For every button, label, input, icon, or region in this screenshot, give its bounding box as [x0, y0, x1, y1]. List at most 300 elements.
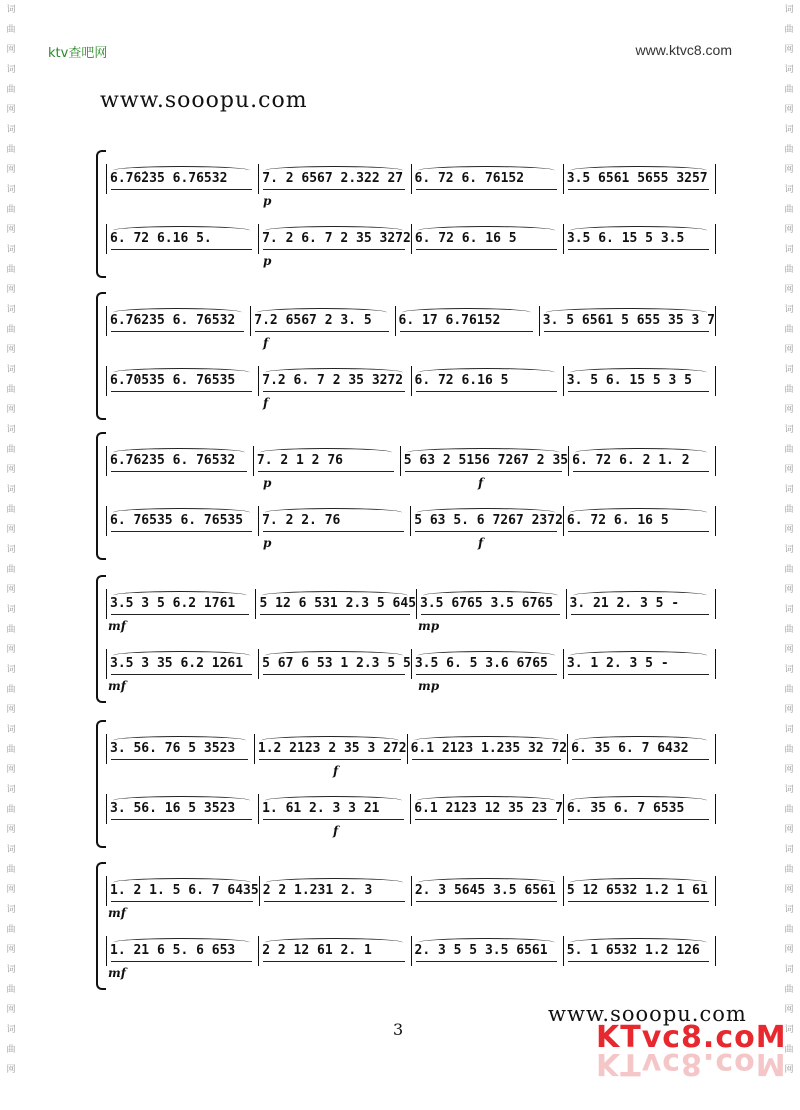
- beam-underline: [263, 961, 404, 962]
- beam-underline: [400, 331, 533, 332]
- notation-text: 5. 1 6532 1.2 126: [566, 943, 700, 958]
- side-watermark-char: 词: [6, 425, 16, 435]
- side-watermark-char: 曲: [6, 625, 16, 635]
- dynamic-marking: f: [263, 336, 269, 350]
- notation-text: 7. 2 1 2 76: [256, 453, 343, 468]
- side-watermark-char: 网: [784, 105, 794, 115]
- side-watermark-char: 网: [784, 945, 794, 955]
- measure: [255, 734, 408, 764]
- dynamic-marking: mf: [108, 679, 126, 693]
- beam-underline: [111, 249, 252, 250]
- dynamic-marking: f: [478, 536, 484, 550]
- score-system: [96, 575, 716, 699]
- notation-text: 7.2 6. 7 2 35 3272: [262, 373, 404, 388]
- measure: [260, 876, 412, 906]
- measure: [412, 876, 564, 906]
- notation-text: 3. 56. 16 5 3523: [110, 801, 236, 816]
- beam-underline: [412, 759, 562, 760]
- dynamic-marking: p: [263, 476, 272, 490]
- slur-mark: [402, 308, 531, 317]
- side-watermark-char: 网: [784, 225, 794, 235]
- lower-part-line: [106, 649, 716, 679]
- logo-reflection: KTvc8.coM: [596, 1046, 787, 1081]
- notation-text: 2 2 1.231 2. 3: [262, 883, 373, 898]
- score-system: [96, 862, 716, 986]
- system-bracket: [96, 862, 106, 990]
- side-watermark-char: 词: [6, 965, 16, 975]
- notation-text: 1. 21 6 5. 6 653: [110, 943, 236, 958]
- dynamic-marking: f: [478, 476, 484, 490]
- side-watermark-char: 词: [784, 425, 794, 435]
- beam-underline: [111, 614, 249, 615]
- notation-text: 3.5 6765 3.5 6765: [420, 596, 554, 611]
- score-system: [96, 292, 716, 416]
- side-watermark-char: 网: [6, 885, 16, 895]
- beam-underline: [416, 391, 557, 392]
- system-bracket: [96, 292, 106, 420]
- side-watermark-char: 曲: [784, 325, 794, 335]
- beam-underline: [416, 961, 557, 962]
- notation-text: 6.76̇235 6.76532: [110, 171, 228, 186]
- side-watermark-char: 网: [784, 765, 794, 775]
- slur-mark: [407, 448, 560, 457]
- notation-text: 6. 72 6. 16 5: [566, 513, 669, 528]
- notation-text: 6. 72 6.16 5: [414, 373, 509, 388]
- side-watermark-char: 曲: [6, 385, 16, 395]
- beam-underline: [111, 901, 253, 902]
- slur-mark: [113, 166, 250, 175]
- slur-mark: [261, 736, 399, 745]
- notation-text: 7.2 6567 2 3. 5: [254, 313, 372, 328]
- slur-mark: [418, 651, 555, 660]
- slur-mark: [570, 651, 707, 660]
- site-url: www.ktvc8.com: [635, 42, 732, 58]
- slur-mark: [113, 508, 250, 517]
- side-watermark-char: 词: [784, 485, 794, 495]
- side-watermark-char: 曲: [6, 265, 16, 275]
- side-watermark-char: 曲: [6, 25, 16, 35]
- slur-mark: [423, 591, 557, 600]
- dynamic-marking: p: [263, 536, 272, 550]
- measure: [106, 794, 259, 824]
- notation-text: 2. 3 5 5 3.5 6561: [414, 943, 548, 958]
- side-watermark-char: 网: [784, 825, 794, 835]
- measure: [401, 446, 569, 476]
- beam-underline: [568, 531, 709, 532]
- notation-text: 6.70535 6. 76535: [110, 373, 236, 388]
- slur-mark: [265, 508, 402, 517]
- side-watermark-char: 曲: [6, 985, 16, 995]
- side-watermark-char: 曲: [784, 205, 794, 215]
- side-watermark-char: 词: [784, 365, 794, 375]
- side-watermark-char: 词: [6, 905, 16, 915]
- side-watermark-char: 曲: [6, 1045, 16, 1055]
- beam-underline: [416, 249, 557, 250]
- slur-mark: [418, 878, 555, 887]
- side-watermark-char: 词: [6, 725, 16, 735]
- beam-underline: [544, 331, 709, 332]
- side-watermark-char: 词: [6, 185, 16, 195]
- side-watermark-char: 词: [784, 725, 794, 735]
- side-watermark-char: 词: [784, 65, 794, 75]
- side-watermark-char: 曲: [784, 385, 794, 395]
- measure: [564, 224, 716, 254]
- notation-text: 6. 35 6. 7 6432: [571, 741, 689, 756]
- notation-text: 5 12 6532 1.2 1 61: [566, 883, 708, 898]
- side-watermark-char: 曲: [6, 85, 16, 95]
- measure: [564, 876, 716, 906]
- slur-mark: [265, 651, 403, 660]
- side-watermark-char: 词: [784, 905, 794, 915]
- dynamic-marking: f: [333, 824, 339, 838]
- notation-text: 6. 17 6.76152: [398, 313, 501, 328]
- side-watermark-char: 网: [6, 165, 16, 175]
- dynamic-marking: mp: [418, 679, 440, 693]
- watermark-bottom: www.sooopu.com: [548, 1002, 747, 1026]
- notation-text: 3.5 3 35 6.2 1261: [110, 656, 244, 671]
- upper-part-line: [106, 164, 716, 194]
- side-watermark-char: 曲: [784, 625, 794, 635]
- side-watermark-char: 曲: [784, 685, 794, 695]
- beam-underline: [111, 391, 252, 392]
- side-watermark-char: 曲: [784, 985, 794, 995]
- side-watermark-char: 曲: [6, 745, 16, 755]
- side-watermark-char: 网: [784, 705, 794, 715]
- slur-mark: [417, 796, 555, 805]
- side-watermark-char: 网: [784, 345, 794, 355]
- slur-mark: [113, 448, 245, 457]
- side-watermark-char: 词: [6, 365, 16, 375]
- slur-mark: [266, 878, 403, 887]
- page-number: 3: [393, 1020, 404, 1039]
- slur-mark: [113, 651, 250, 660]
- notation-text: 6.76235 6. 76532: [110, 453, 236, 468]
- beam-underline: [416, 189, 557, 190]
- notation-text: 3. 5 6. 15 5 3 5: [566, 373, 692, 388]
- slur-mark: [575, 448, 707, 457]
- beam-underline: [415, 531, 557, 532]
- upper-part-line: [106, 734, 716, 764]
- side-watermark-char: 词: [6, 785, 16, 795]
- slur-mark: [113, 368, 250, 377]
- side-watermark-char: 曲: [6, 865, 16, 875]
- notation-text: 6. 35 6. 7 6535: [566, 801, 685, 816]
- notation-text: 6. 72 6. 2 1. 2: [572, 453, 690, 468]
- system-bracket: [96, 575, 106, 703]
- lower-part-line: [106, 366, 716, 396]
- notation-text: 7. 2 6. 7 2 35 3272: [262, 231, 411, 246]
- measure: [411, 506, 564, 536]
- measure: [106, 164, 259, 194]
- slur-mark: [262, 591, 408, 600]
- measure: [259, 936, 411, 966]
- side-watermark-char: 词: [6, 245, 16, 255]
- slur-mark: [570, 508, 707, 517]
- side-watermark-char: 网: [784, 1065, 794, 1075]
- notation-text: 3. 1 2. 3 5 -: [566, 656, 669, 671]
- upper-part-line: [106, 876, 716, 906]
- side-watermark-char: 词: [6, 845, 16, 855]
- beam-underline: [421, 614, 559, 615]
- side-watermark-char: 词: [784, 545, 794, 555]
- side-watermark-char: 网: [6, 45, 16, 55]
- side-watermark-char: 曲: [784, 865, 794, 875]
- side-watermark-char: 词: [784, 245, 794, 255]
- measure: [412, 224, 564, 254]
- measure: [259, 366, 411, 396]
- side-watermark-char: 网: [6, 285, 16, 295]
- slur-mark: [570, 166, 707, 175]
- dynamic-marking: f: [263, 396, 269, 410]
- side-watermark-char: 曲: [784, 145, 794, 155]
- side-watermark-char: 网: [6, 345, 16, 355]
- side-watermark-char: 曲: [784, 85, 794, 95]
- beam-underline: [568, 901, 709, 902]
- measure: [106, 224, 259, 254]
- measure: [408, 734, 569, 764]
- measure: [106, 734, 255, 764]
- measure: [564, 506, 716, 536]
- beam-underline: [572, 759, 709, 760]
- measure: [412, 366, 564, 396]
- side-watermark-char: 词: [784, 5, 794, 15]
- lower-part-line: [106, 506, 716, 536]
- system-bracket: [96, 150, 106, 278]
- beam-underline: [263, 819, 404, 820]
- measure: [106, 876, 260, 906]
- measure: [564, 649, 716, 679]
- beam-underline: [568, 674, 709, 675]
- beam-underline: [111, 819, 252, 820]
- slur-mark: [113, 591, 247, 600]
- beam-underline: [111, 674, 252, 675]
- slur-mark: [257, 308, 386, 317]
- measure: [564, 164, 716, 194]
- side-watermark-char: 网: [6, 465, 16, 475]
- notation-text: 3.5 6. 5 3.6 6765: [414, 656, 548, 671]
- measure: [417, 589, 566, 619]
- ktvc8-logo: [596, 1020, 787, 1081]
- measure: [540, 306, 716, 336]
- side-watermark-char: 曲: [6, 445, 16, 455]
- slur-mark: [113, 796, 250, 805]
- upper-part-line: [106, 306, 716, 336]
- beam-underline: [416, 901, 557, 902]
- side-watermark-char: 曲: [6, 805, 16, 815]
- beam-underline: [568, 189, 709, 190]
- measure: [564, 936, 716, 966]
- side-watermark-char: 词: [784, 305, 794, 315]
- measure: [412, 649, 564, 679]
- side-watermark-char: 网: [784, 285, 794, 295]
- notation-text: 3.5 3 5 6.2 1761: [110, 596, 236, 611]
- measure: [259, 649, 412, 679]
- notation-text: 6.76235 6. 76532: [110, 313, 236, 328]
- notation-text: 6.1 2123 1.235 32 72: [410, 741, 568, 756]
- notation-text: 2. 3 5645 3.5 6561: [414, 883, 556, 898]
- slur-mark: [265, 226, 403, 235]
- side-watermark-char: 网: [784, 165, 794, 175]
- slur-mark: [570, 938, 707, 947]
- beam-underline: [263, 674, 405, 675]
- measure: [106, 366, 259, 396]
- slur-mark: [418, 938, 555, 947]
- measure: [564, 366, 716, 396]
- measure: [106, 446, 254, 476]
- measure: [106, 506, 259, 536]
- measure: [254, 446, 401, 476]
- beam-underline: [568, 391, 709, 392]
- beam-underline: [111, 961, 252, 962]
- side-watermark-char: 词: [784, 185, 794, 195]
- side-watermark-char: 曲: [6, 925, 16, 935]
- side-watermark-char: 词: [784, 965, 794, 975]
- measure: [256, 589, 417, 619]
- side-watermark-char: 曲: [784, 505, 794, 515]
- beam-underline: [415, 819, 557, 820]
- side-watermark-char: 曲: [784, 745, 794, 755]
- beam-underline: [259, 759, 401, 760]
- notation-text: 1.2 2123 2 35 3 272: [257, 741, 407, 756]
- notation-text: 5 12 6 531 2.3 5 645: [259, 596, 417, 611]
- upper-part-line: [106, 446, 716, 476]
- measure: [259, 506, 411, 536]
- slur-mark: [113, 736, 246, 745]
- side-watermark-char: 网: [6, 1065, 16, 1075]
- measure: [412, 164, 564, 194]
- slur-mark: [570, 226, 707, 235]
- side-watermark-char: 网: [6, 1005, 16, 1015]
- beam-underline: [111, 531, 252, 532]
- side-watermark-char: 网: [6, 585, 16, 595]
- notation-text: 3.5 6561 5655 3257: [566, 171, 708, 186]
- slur-mark: [414, 736, 560, 745]
- notation-text: 3. 5 6561 5 655 35 3 7: [542, 313, 715, 328]
- lower-part-line: [106, 224, 716, 254]
- beam-underline: [416, 674, 557, 675]
- measure: [412, 936, 564, 966]
- site-name-cn: ktv查吧网: [48, 46, 108, 61]
- side-watermark-char: 曲: [784, 925, 794, 935]
- side-watermark-char: 网: [6, 705, 16, 715]
- dynamic-marking: p: [263, 194, 272, 208]
- notation-text: 6. 72 6. 16 5: [414, 231, 517, 246]
- slur-mark: [265, 796, 402, 805]
- slur-mark: [265, 166, 402, 175]
- beam-underline: [111, 331, 244, 332]
- beam-underline: [568, 819, 709, 820]
- logo-text: KTvc8.coM: [596, 1020, 787, 1055]
- score-system: [96, 720, 716, 844]
- beam-underline: [263, 249, 405, 250]
- slur-mark: [418, 226, 555, 235]
- side-watermark-char: 曲: [784, 565, 794, 575]
- beam-underline: [263, 531, 404, 532]
- notation-text: 3. 21 2. 3 5 -: [569, 596, 680, 611]
- side-watermark-char: 词: [784, 1025, 794, 1035]
- notation-text: 3.5 6. 15 5 3.5: [566, 231, 685, 246]
- measure: [106, 589, 256, 619]
- slur-mark: [113, 938, 250, 947]
- slur-mark: [417, 508, 555, 517]
- slur-mark: [570, 878, 707, 887]
- dynamic-marking: mf: [108, 906, 126, 920]
- side-watermark-char: 词: [6, 1025, 16, 1035]
- notation-text: 3. 56. 76 5 3523: [110, 741, 236, 756]
- side-watermark-char: 网: [784, 645, 794, 655]
- side-watermark-char: 曲: [784, 445, 794, 455]
- measure: [411, 794, 564, 824]
- dynamic-marking: f: [333, 764, 339, 778]
- right-watermark-strip: [778, 0, 800, 1110]
- side-watermark-char: 网: [784, 585, 794, 595]
- side-watermark-char: 词: [6, 5, 16, 15]
- measure: [106, 306, 251, 336]
- slur-mark: [265, 938, 402, 947]
- side-watermark-char: 词: [784, 605, 794, 615]
- side-watermark-char: 网: [784, 525, 794, 535]
- side-watermark-char: 词: [784, 665, 794, 675]
- dynamic-marking: p: [263, 254, 272, 268]
- dynamic-marking: mf: [108, 619, 126, 633]
- measure: [259, 164, 411, 194]
- side-watermark-char: 词: [6, 545, 16, 555]
- side-watermark-char: 网: [784, 465, 794, 475]
- side-watermark-char: 网: [6, 105, 16, 115]
- measure: [569, 446, 716, 476]
- lower-part-line: [106, 936, 716, 966]
- measure: [568, 734, 716, 764]
- notation-text: 5 67 6 53 1 2.3 5 5: [262, 656, 411, 671]
- beam-underline: [571, 614, 709, 615]
- side-watermark-char: 曲: [6, 205, 16, 215]
- side-watermark-char: 词: [6, 65, 16, 75]
- side-watermark-char: 网: [6, 225, 16, 235]
- slur-mark: [113, 226, 250, 235]
- side-watermark-char: 词: [784, 125, 794, 135]
- score-system: [96, 432, 716, 556]
- side-watermark-char: 词: [6, 665, 16, 675]
- beam-underline: [264, 901, 405, 902]
- beam-underline: [263, 189, 404, 190]
- dynamic-marking: mp: [418, 619, 440, 633]
- beam-underline: [260, 614, 410, 615]
- side-watermark-char: 网: [6, 405, 16, 415]
- system-bracket: [96, 432, 106, 560]
- side-watermark-char: 词: [6, 305, 16, 315]
- slur-mark: [113, 878, 251, 887]
- beam-underline: [568, 249, 709, 250]
- upper-part-line: [106, 589, 716, 619]
- slur-mark: [418, 368, 555, 377]
- system-bracket: [96, 720, 106, 848]
- side-watermark-char: 词: [6, 125, 16, 135]
- notation-text: 6.1 2123 12 35 23 7: [414, 801, 563, 816]
- side-watermark-char: 网: [784, 885, 794, 895]
- side-watermark-char: 网: [6, 825, 16, 835]
- lower-part-line: [106, 794, 716, 824]
- side-watermark-char: 曲: [6, 325, 16, 335]
- slur-mark: [113, 308, 242, 317]
- slur-mark: [573, 591, 707, 600]
- slur-mark: [265, 368, 402, 377]
- beam-underline: [111, 759, 248, 760]
- beam-underline: [255, 331, 388, 332]
- side-watermark-char: 网: [6, 525, 16, 535]
- slur-mark: [418, 166, 555, 175]
- measure: [259, 224, 412, 254]
- beam-underline: [263, 391, 404, 392]
